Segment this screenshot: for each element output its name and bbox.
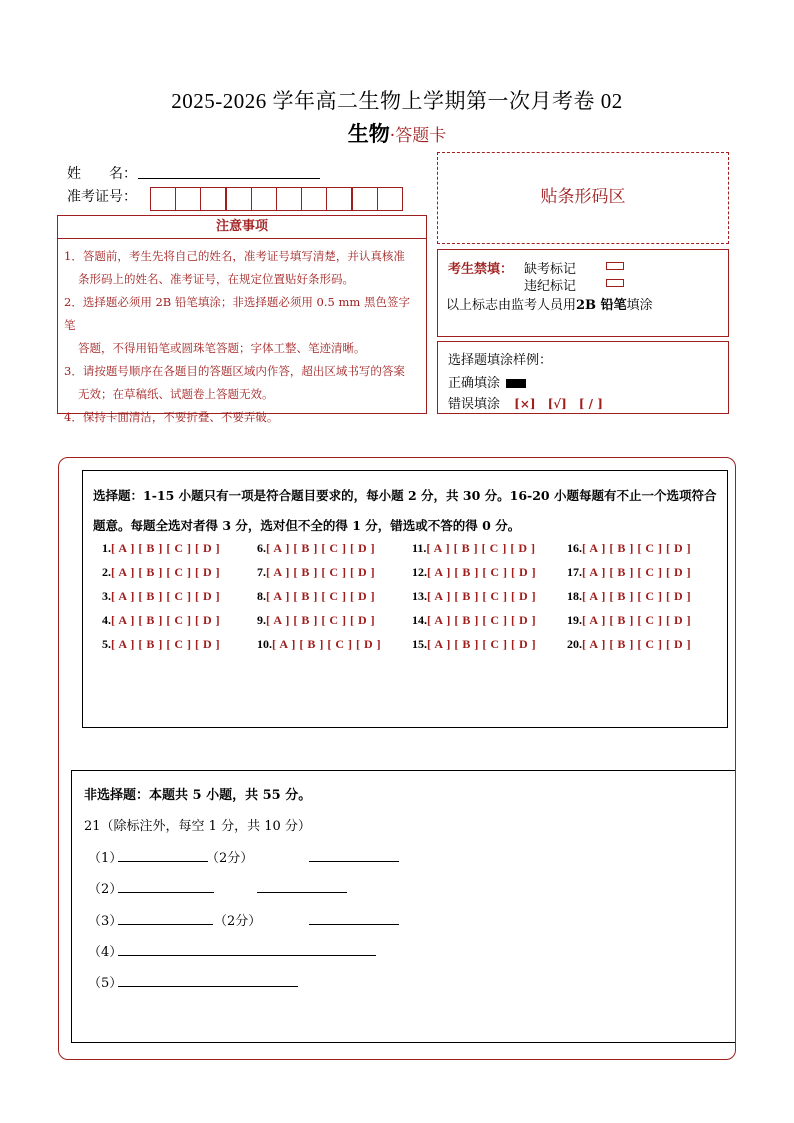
non-choice-section [71, 770, 735, 1043]
part-1-label: （1） [88, 851, 123, 866]
answer-blank[interactable] [118, 955, 376, 956]
choice-question[interactable] [567, 637, 691, 652]
answer-blank[interactable] [309, 861, 399, 862]
answer-blank[interactable] [118, 861, 208, 862]
exam-id-boxes[interactable] [151, 187, 403, 211]
choice-question[interactable] [102, 613, 220, 628]
notice-line: 无效；在草稿纸、试题卷上答题无效。 [78, 387, 274, 401]
choice-question[interactable] [102, 541, 220, 556]
answer-options[interactable]: [ A ] [ B ] [ C ] [ D ] [266, 565, 375, 579]
answer-blank[interactable] [257, 892, 347, 893]
answer-options[interactable]: [ A ] [ B ] [ C ] [ D ] [111, 589, 220, 603]
answer-options[interactable]: [ A ] [ B ] [ C ] [ D ] [582, 589, 691, 603]
choice-question[interactable] [412, 541, 535, 556]
question-number: 14. [412, 613, 427, 627]
answer-options[interactable]: [ A ] [ B ] [ C ] [ D ] [272, 637, 381, 651]
id-digit-box[interactable] [276, 187, 303, 211]
id-label: 准考证号： [67, 189, 137, 205]
choice-question[interactable] [257, 613, 375, 628]
examiner-marks-box [437, 249, 729, 337]
choice-question[interactable] [567, 589, 691, 604]
non-choice-title: 非选择题：本题共 5 小题，共 55 分。 [84, 788, 312, 803]
answer-options[interactable]: [ A ] [ B ] [ C ] [ D ] [111, 541, 220, 555]
correct-fill-label: 正确填涂 [448, 376, 501, 391]
part-2-label: （2） [88, 882, 123, 897]
id-digit-box[interactable] [200, 187, 227, 211]
question-number: 18. [567, 589, 582, 603]
choice-question[interactable] [257, 541, 375, 556]
absent-mark-box[interactable] [606, 262, 624, 270]
choice-question[interactable] [412, 637, 536, 652]
answer-blank[interactable] [309, 924, 399, 925]
choice-question[interactable] [102, 565, 220, 580]
question-number: 6. [257, 541, 266, 555]
id-digit-box[interactable] [301, 187, 328, 211]
notice-line: 答题，不得用铅笔或圆珠笔答题；字体工整、笔迹清晰。 [78, 341, 366, 355]
answer-options[interactable]: [ A ] [ B ] [ C ] [ D ] [427, 589, 536, 603]
answer-options[interactable]: [ A ] [ B ] [ C ] [ D ] [266, 613, 375, 627]
subject-name: 生物 [347, 121, 390, 146]
barcode-area: 贴条形码区 [437, 152, 729, 244]
choice-question[interactable] [412, 589, 536, 604]
sheet-label: ·答题卡 [389, 126, 447, 146]
question-number: 19. [567, 613, 582, 627]
question-number: 15. [412, 637, 427, 651]
answer-options[interactable]: [ A ] [ B ] [ C ] [ D ] [266, 541, 375, 555]
question-number: 20. [567, 637, 582, 651]
part-5-label: （5） [88, 976, 123, 991]
answer-options[interactable]: [ A ] [ B ] [ C ] [ D ] [427, 565, 536, 579]
page-title: 2025-2026 学年高二生物上学期第一次月考卷 02 [171, 89, 623, 113]
question-21-heading: 21（除标注外，每空 1 分，共 10 分） [84, 819, 311, 834]
id-digit-box[interactable] [377, 187, 404, 211]
notice-line: 4．保持卡面清洁，不要折叠、不要弄破。 [64, 410, 279, 424]
answer-blank[interactable] [118, 986, 298, 987]
choice-question[interactable] [567, 565, 691, 580]
choice-question[interactable] [102, 637, 220, 652]
forbid-note-bold: 2B 铅笔 [576, 298, 627, 313]
filled-mark-icon [506, 379, 526, 388]
answer-options[interactable]: [ A ] [ B ] [ C ] [ D ] [582, 613, 691, 627]
notice-heading: 注意事项 [57, 215, 427, 239]
fill-example-heading: 选择题填涂样例： [448, 353, 553, 368]
question-number: 10. [257, 637, 272, 651]
answer-options[interactable]: [ A ] [ B ] [ C ] [ D ] [111, 637, 220, 651]
choice-instructions: 选择题：1-15 小题只有一项是符合题目要求的，每小题 2 分，共 30 分。16-20 小题每题有不止一个选项符合题意。每题全选对者得 3 分，选对但不全的得 1 分，错选或不答的得 0 分。 [93, 488, 717, 533]
answer-options[interactable]: [ A ] [ B ] [ C ] [ D ] [426, 541, 535, 555]
part-3-note: （2分） [214, 914, 262, 929]
wrong-marks: [×] [√] [ / ] [514, 397, 603, 411]
name-field[interactable] [138, 178, 320, 179]
answer-options[interactable]: [ A ] [ B ] [ C ] [ D ] [582, 637, 691, 651]
part-1-note: （2分） [206, 851, 254, 866]
forbid-note-text: 以上标志由监考人员用 [446, 298, 577, 313]
notice-line: 条形码上的姓名、准考证号，在规定位置贴好条形码。 [78, 272, 354, 286]
answer-options[interactable]: [ A ] [ B ] [ C ] [ D ] [582, 565, 691, 579]
answer-options[interactable]: [ A ] [ B ] [ C ] [ D ] [111, 565, 220, 579]
question-number: 7. [257, 565, 266, 579]
question-number: 8. [257, 589, 266, 603]
answer-options[interactable]: [ A ] [ B ] [ C ] [ D ] [266, 589, 375, 603]
choice-question[interactable] [567, 613, 691, 628]
question-number: 13. [412, 589, 427, 603]
fill-example-box [437, 341, 729, 414]
id-digit-box[interactable] [251, 187, 278, 211]
notice-line: 1．答题前，考生先将自己的姓名，准考证号填写清楚，并认真核准 [64, 249, 405, 263]
question-number: 4. [102, 613, 111, 627]
violation-label: 违纪标记 [524, 279, 577, 294]
id-digit-box[interactable] [225, 187, 252, 211]
answer-options[interactable]: [ A ] [ B ] [ C ] [ D ] [427, 613, 536, 627]
choice-question[interactable] [257, 565, 375, 580]
choice-question[interactable] [102, 589, 220, 604]
question-number: 3. [102, 589, 111, 603]
absent-label: 缺考标记 [524, 262, 577, 277]
answer-options[interactable]: [ A ] [ B ] [ C ] [ D ] [582, 541, 691, 555]
answer-options[interactable]: [ A ] [ B ] [ C ] [ D ] [427, 637, 536, 651]
id-digit-box[interactable] [351, 187, 378, 211]
part-4-label: （4） [88, 945, 123, 960]
question-number: 5. [102, 637, 111, 651]
notice-line: 2．选择题必须用 2B 铅笔填涂；非选择题必须用 0.5 mm 黑色签字笔 [64, 295, 410, 332]
name-label: 姓 名： [67, 166, 137, 182]
part-3-label: （3） [88, 914, 123, 929]
answer-blank[interactable] [118, 924, 213, 925]
choice-question[interactable] [257, 589, 375, 604]
choice-question[interactable] [257, 637, 381, 652]
forbid-note-suffix: 填涂 [626, 298, 653, 313]
question-number: 1. [102, 541, 111, 555]
forbid-note [446, 294, 653, 313]
wrong-fill-label: 错误填涂 [448, 397, 501, 412]
answer-options[interactable]: [ A ] [ B ] [ C ] [ D ] [111, 613, 220, 627]
question-number: 12. [412, 565, 427, 579]
question-number: 17. [567, 565, 582, 579]
question-number: 9. [257, 613, 266, 627]
subject-title [0, 118, 794, 148]
id-digit-box[interactable] [175, 187, 202, 211]
choice-question[interactable] [567, 541, 691, 556]
question-number: 11. [412, 541, 427, 555]
answer-blank[interactable] [118, 892, 214, 893]
id-digit-box[interactable] [150, 187, 177, 211]
violation-mark-box[interactable] [606, 279, 624, 287]
notice-body [57, 238, 427, 424]
id-digit-box[interactable] [326, 187, 353, 211]
choice-question[interactable] [412, 613, 536, 628]
question-number: 16. [567, 541, 582, 555]
question-number: 2. [102, 565, 111, 579]
choice-question[interactable] [412, 565, 536, 580]
forbid-label: 考生禁填： [448, 262, 514, 277]
notice-line: 3．请按题号顺序在各题目的答题区域内作答，超出区域书写的答案 [64, 364, 405, 378]
